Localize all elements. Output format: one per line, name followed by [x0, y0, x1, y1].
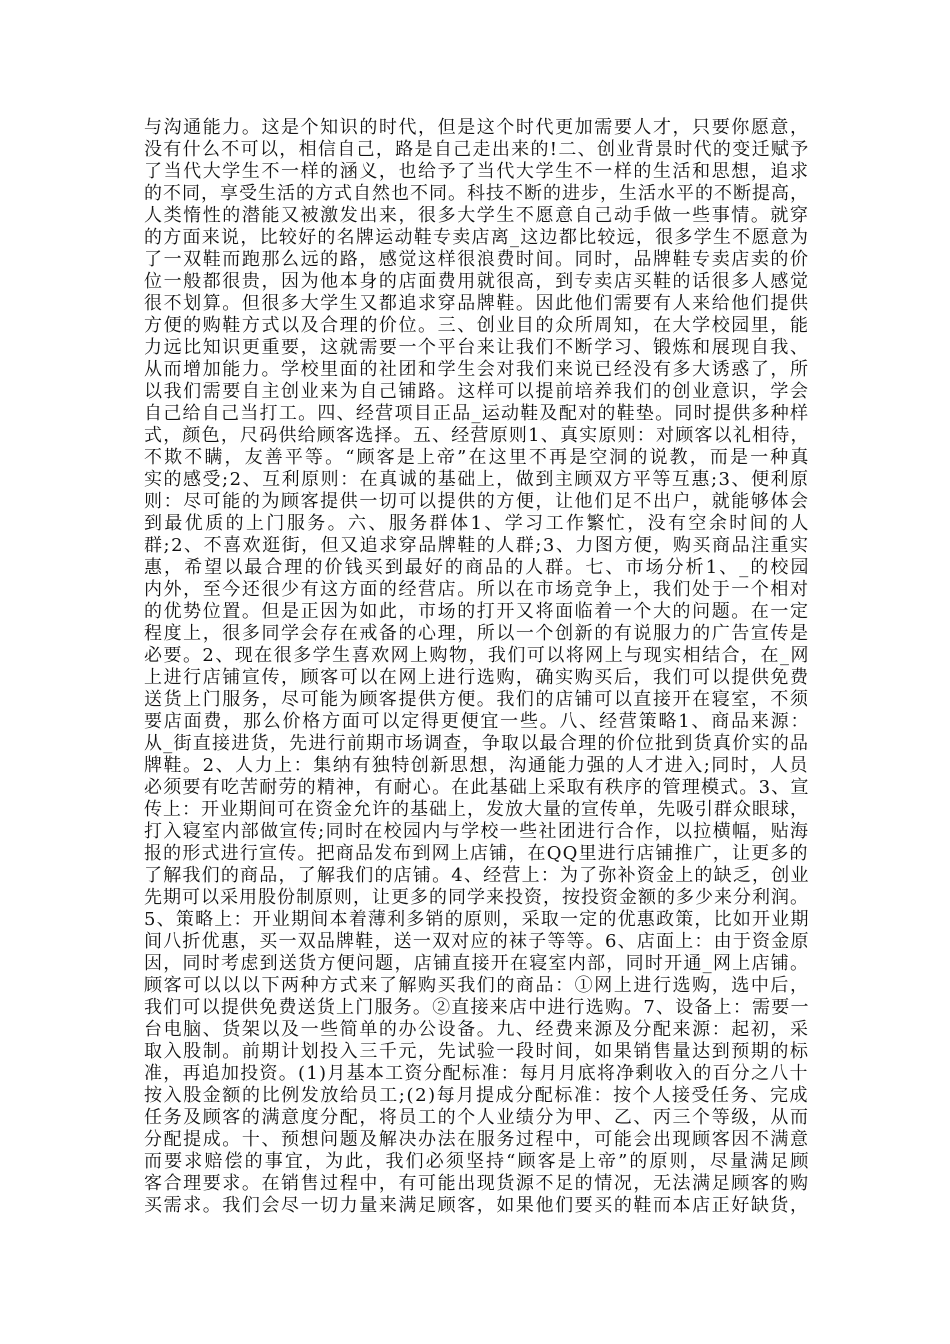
text-line: 从而增加能力。学校里面的社团和学生会对我们来说已经没有多大诱惑了，所	[144, 359, 810, 380]
text-line: 按入股金额的比例发放给员工;(2)每月提成分配标准：按个人接受任务、完成	[144, 1085, 810, 1106]
text-line: 买需求。我们会尽一切力量来满足顾客，如果他们要买的鞋而本店正好缺货，	[144, 1195, 810, 1216]
text-line: 式，颜色，尺码供给顾客选择。五、经营原则1、真实原则：对顾客以礼相待，	[144, 425, 810, 446]
text-line: 取入股制。前期计划投入三千元，先试验一段时间，如果销售量达到预期的标	[144, 1041, 810, 1062]
text-line: 从_街直接进货，先进行前期市场调查，争取以最合理的价位批到货真价实的品	[144, 733, 810, 754]
text-line: 了一双鞋而跑那么远的路，感觉这样很浪费时间。同时，品牌鞋专卖店卖的价	[144, 249, 810, 270]
text-line: 内外，至今还很少有这方面的经营店。所以在市场竞争上，我们处于一个相对	[144, 579, 810, 600]
text-line: 客合理要求。在销售过程中，有可能出现货源不足的情况，无法满足顾客的购	[144, 1173, 810, 1194]
text-line: 上进行店铺宣传，顾客可以在网上进行选购，确实购买后，我们可以提供免费	[144, 667, 810, 688]
text-line: 任务及顾客的满意度分配，将员工的个人业绩分为甲、乙、丙三个等级，从而	[144, 1107, 810, 1128]
text-line: 台电脑、货架以及一些简单的办公设备。九、经费来源及分配来源：起初，采	[144, 1019, 810, 1040]
text-line: 因，同时考虑到送货方便问题，店铺直接开在寝室内部，同时开通_网上店铺。	[144, 953, 810, 974]
text-line: 的优势位置。但是正因为如此，市场的打开又将面临着一个大的问题。在一定	[144, 601, 810, 622]
body-text	[144, 117, 811, 1217]
text-line: 力远比知识更重要，这就需要一个平台来让我们不断学习、锻炼和展现自我、	[144, 337, 810, 358]
text-line: 间八折优惠，买一双品牌鞋，送一双对应的袜子等等。6、店面上：由于资金原	[144, 931, 810, 952]
text-line: 以我们需要自主创业来为自己铺路。这样可以提前培养我们的创业意识，学会	[144, 381, 810, 402]
text-line: 必要。2、现在很多学生喜欢网上购物，我们可以将网上与现实相结合，在_网	[144, 645, 810, 666]
text-line: 方便的购鞋方式以及合理的价位。三、创业目的众所周知，在大学校园里，能	[144, 315, 810, 336]
text-line: 分配提成。十、预想问题及解决办法在服务过程中，可能会出现顾客因不满意	[144, 1129, 810, 1150]
text-line: 5、策略上：开业期间本着薄利多销的原则，采取一定的优惠政策，比如开业期	[144, 909, 810, 930]
text-line: 实的感受;2、互利原则：在真诚的基础上，做到主顾双方平等互惠;3、便利原	[144, 469, 810, 490]
text-line: 自己给自己当打工。四、经营项目正品_运动鞋及配对的鞋垫。同时提供多种样	[144, 403, 810, 424]
text-line: 了当代大学生不一样的涵义，也给予了当代大学生不一样的生活和思想，追求	[144, 161, 810, 182]
text-line: 传上：开业期间可在资金允许的基础上，发放大量的宣传单，先吸引群众眼球，	[144, 799, 809, 820]
text-line: 我们可以提供免费送货上门服务。②直接来店中进行选购。7、设备上：需要一	[144, 997, 810, 1018]
text-line: 群;2、不喜欢逛街，但又追求穿品牌鞋的人群;3、力图方便，购买商品注重实	[144, 535, 810, 556]
text-line: 了解我们的商品，了解我们的店铺。4、经营上：为了弥补资金上的缺乏，创业	[144, 865, 810, 886]
text-line: 程度上，很多同学会存在戒备的心理，所以一个创新的有说服力的广告宣传是	[144, 623, 810, 644]
text-line: 先期可以采用股份制原则，让更多的同学来投资，按投资金额的多少来分利润。	[144, 887, 809, 908]
text-line: 很不划算。但很多大学生又都追求穿品牌鞋。因此他们需要有人来给他们提供	[144, 293, 810, 314]
text-line: 与沟通能力。这是个知识的时代，但是这个时代更加需要人才，只要你愿意，	[144, 117, 810, 138]
text-line: 没有什么不可以，相信自己，路是自己走出来的!二、创业背景时代的变迁赋予	[144, 139, 810, 160]
text-line: 送货上门服务，尽可能为顾客提供方便。我们的店铺可以直接开在寝室，不须	[144, 689, 810, 710]
text-line: 牌鞋。2、人力上：集纳有独特创新思想，沟通能力强的人才进入;同时，人员	[144, 755, 810, 776]
text-line: 报的形式进行宣传。把商品发布到网上店铺，在QQ里进行店铺推广，让更多的	[144, 843, 809, 864]
text-line: 惠，希望以最合理的价钱买到最好的商品的人群。七、市场分析1、_的校园	[144, 557, 811, 578]
text-line: 人类惰性的潜能又被激发出来，很多大学生不愿意自己动手做一些事情。就穿	[144, 205, 810, 226]
text-line: 则：尽可能的为顾客提供一切可以提供的方便，让他们足不出户，就能够体会	[144, 491, 810, 512]
text-line: 而要求赔偿的事宜，为此，我们必须坚持“顾客是上帝”的原则，尽量满足顾	[144, 1151, 811, 1172]
text-line: 位一般都很贵，因为他本身的店面费用就很高，到专卖店买鞋的话很多人感觉	[144, 271, 810, 292]
text-line: 打入寝室内部做宣传;同时在校园内与学校一些社团进行合作，以拉横幅，贴海	[144, 821, 810, 842]
text-line: 准，再追加投资。(1)月基本工资分配标准：每月月底将净剩收入的百分之八十	[144, 1063, 809, 1084]
text-line: 不欺不瞒，友善平等。“顾客是上帝”在这里不再是空洞的说教，而是一种真	[144, 447, 811, 468]
text-line: 顾客可以以以下两种方式来了解购买我们的商品：①网上进行选购，选中后，	[144, 975, 810, 996]
text-line: 要店面费，那么价格方面可以定得更便宜一些。八、经营策略1、商品来源：	[144, 711, 811, 732]
text-line: 到最优质的上门服务。六、服务群体1、学习工作繁忙，没有空余时间的人	[144, 513, 811, 534]
text-line: 必须要有吃苦耐劳的精神，有耐心。在此基础上采取有秩序的管理模式。3、宣	[144, 777, 810, 798]
text-line: 的方面来说，比较好的名牌运动鞋专卖店离_这边都比较远，很多学生不愿意为	[144, 227, 810, 248]
text-line: 的不同，享受生活的方式自然也不同。科技不断的进步，生活水平的不断提高，	[144, 183, 809, 204]
